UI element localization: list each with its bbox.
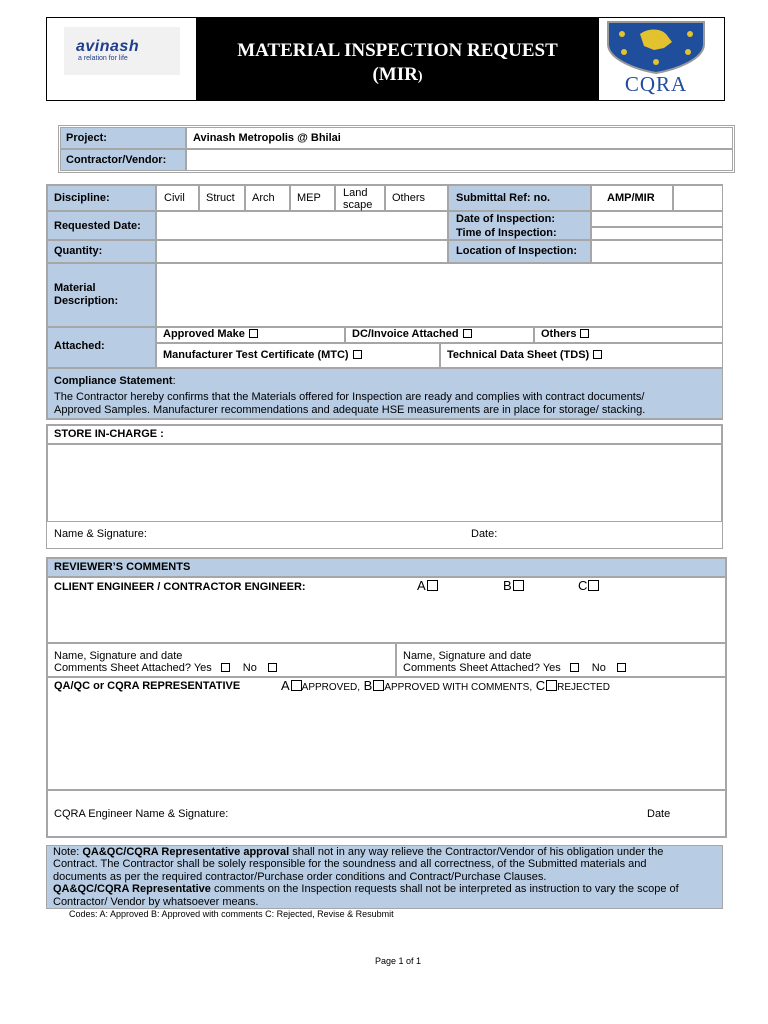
submittal-value-cell[interactable]	[591, 185, 673, 211]
contractor-label-cell	[60, 149, 186, 171]
qaqc-option-a[interactable]: A APPROVED,	[281, 678, 361, 693]
client-option-a[interactable]: A	[417, 578, 438, 593]
discipline-option-struct[interactable]: Struct	[199, 185, 245, 211]
store-comments-field[interactable]	[47, 444, 722, 522]
material-desc-label: Material Description:	[54, 282, 119, 307]
checkbox-icon	[427, 580, 438, 591]
project-value: Avinash Metropolis @ Bhilai	[193, 132, 341, 144]
project-label-cell	[60, 127, 186, 149]
discipline-option-landscape[interactable]: Land scape	[335, 185, 385, 211]
no-checkbox[interactable]	[268, 663, 277, 672]
time-of-inspection-label: Time of Inspection:	[456, 227, 557, 239]
others-checkbox[interactable]: Others	[534, 327, 723, 343]
checkbox-icon	[513, 580, 524, 591]
checkbox-icon	[546, 680, 557, 691]
avinash-logo	[64, 27, 180, 75]
attached-label-cell	[47, 327, 156, 368]
material-desc-label-cell	[47, 263, 156, 327]
contractor-label: Contractor/Vendor:	[66, 154, 167, 166]
discipline-label: Discipline:	[54, 192, 110, 204]
submittal-label-cell	[448, 185, 591, 211]
submittal-value: AMP/MIR	[607, 192, 655, 204]
discipline-option-mep[interactable]: MEP	[290, 185, 335, 211]
codes-legend: Codes: A: Approved B: Approved with comments C: Rejected, Revise & Resubmit	[69, 909, 394, 919]
compliance-statement: Compliance Statement: The Contractor hereby confirms that the Materials offered for Inspection are ready and complies with contract documents/ Approved Samples. Manufacturer recommendations and adequate HSE measurements are in place for storage/ stacking.	[47, 368, 723, 419]
store-name-signature: Name & Signature:	[54, 528, 147, 540]
reviewer-heading: REVIEWER’S COMMENTS	[54, 561, 191, 573]
title-block	[196, 18, 599, 101]
client-option-b[interactable]: B	[503, 578, 524, 593]
date-of-inspection-field[interactable]	[591, 211, 723, 227]
compliance-line-1: The Contractor hereby confirms that the Materials offered for Inspection are ready and complies with contract documents/	[54, 391, 645, 403]
qaqc-label: QA/QC or CQRA REPRESENTATIVE	[54, 680, 241, 692]
discipline-option-arch[interactable]: Arch	[245, 185, 290, 211]
reviewer-heading-cell	[47, 558, 726, 577]
no-checkbox[interactable]	[617, 663, 626, 672]
client-signature-right: Name, Signature and date Comments Sheet Attached? Yes No	[396, 643, 726, 677]
qaqc-option-b[interactable]: B APPROVED WITH COMMENTS,	[363, 678, 533, 693]
quantity-label: Quantity:	[54, 245, 103, 257]
quantity-label-cell	[47, 240, 156, 263]
mtc-checkbox[interactable]: Manufacturer Test Certificate (MTC)	[156, 343, 440, 368]
checkbox-icon	[249, 329, 258, 338]
contractor-value-field[interactable]	[186, 149, 733, 171]
checkbox-icon	[373, 680, 384, 691]
checkbox-icon	[353, 350, 362, 359]
submittal-label: Submittal Ref: no.	[456, 192, 551, 204]
requested-date-label: Requested Date:	[54, 220, 141, 232]
quantity-field[interactable]	[156, 240, 448, 263]
location-field[interactable]	[591, 240, 723, 263]
dc-invoice-checkbox[interactable]: DC/Invoice Attached	[345, 327, 534, 343]
requested-date-label-cell	[47, 211, 156, 240]
checkbox-icon	[580, 329, 589, 338]
yes-checkbox[interactable]	[570, 663, 579, 672]
checkbox-icon	[463, 329, 472, 338]
discipline-option-others[interactable]: Others	[385, 185, 448, 211]
time-of-inspection-field[interactable]	[591, 227, 723, 240]
cqra-logo	[604, 20, 708, 96]
client-engineer-label: CLIENT ENGINEER / CONTRACTOR ENGINEER:	[54, 581, 306, 593]
compliance-line-2: Approved Samples. Manufacturer recommendations and adequate HSE measurements are in place for storage/ stacking.	[54, 404, 646, 416]
store-heading: STORE IN-CHARGE :	[54, 428, 164, 440]
qaqc-section	[47, 677, 726, 790]
compliance-heading: Compliance Statement	[54, 375, 173, 387]
page-title: MATERIAL INSPECTION REQUEST	[237, 40, 558, 61]
yes-checkbox[interactable]	[221, 663, 230, 672]
tds-checkbox[interactable]: Technical Data Sheet (TDS)	[440, 343, 723, 368]
client-signature-left: Name, Signature and date Comments Sheet Attached? Yes No	[47, 643, 396, 677]
qaqc-option-c[interactable]: C REJECTED	[535, 678, 610, 693]
project-label: Project:	[66, 132, 107, 144]
note-box: Note: QA&QC/CQRA Representative approval shall not in any way relieve the Contractor/Vendor of his obligation under the Contract. The Contractor shall be solely responsible for the soundness and all correctness, of the Submitted materials and documents as per the required contractor/Purchase order conditions and Contract/Purchase Clauses. QA&QC/CQRA Representative comments on the Inspection requests shall not be interpreted as instruction to vary the scope of Contractor/ Vendor by whatsoever means.	[46, 845, 723, 909]
location-label-cell	[448, 240, 591, 263]
location-label: Location of Inspection:	[456, 245, 577, 257]
shield-icon	[604, 20, 708, 74]
checkbox-icon	[593, 350, 602, 359]
client-engineer-section	[47, 577, 726, 643]
cqra-logo-text: CQRA	[624, 72, 688, 96]
attached-label: Attached:	[54, 340, 105, 352]
checkbox-icon	[588, 580, 599, 591]
cqra-name-signature: CQRA Engineer Name & Signature:	[54, 808, 229, 820]
page-number: Page 1 of 1	[374, 956, 422, 966]
approved-make-checkbox[interactable]: Approved Make	[156, 327, 345, 343]
avinash-logo-tagline: a relation for life	[78, 55, 128, 62]
date-of-inspection-label: Date of Inspection:	[456, 213, 556, 225]
cqra-signature-row	[47, 790, 726, 837]
checkbox-icon	[291, 680, 302, 691]
qaqc-options	[281, 678, 610, 693]
store-date: Date:	[471, 528, 498, 540]
project-value-cell[interactable]	[186, 127, 733, 149]
material-desc-field[interactable]	[156, 263, 723, 327]
page-title-sub: (MIR)	[372, 64, 423, 85]
avinash-logo-name: avinash	[76, 38, 140, 55]
submittal-number-field[interactable]	[673, 185, 723, 211]
store-heading-cell	[47, 425, 722, 444]
discipline-option-civil[interactable]: Civil	[156, 185, 199, 211]
discipline-label-cell	[47, 185, 156, 211]
cqra-date: Date	[647, 808, 671, 820]
requested-date-field[interactable]	[156, 211, 448, 240]
inspection-datetime-label-cell	[448, 211, 591, 240]
client-option-c[interactable]: C	[578, 578, 599, 593]
